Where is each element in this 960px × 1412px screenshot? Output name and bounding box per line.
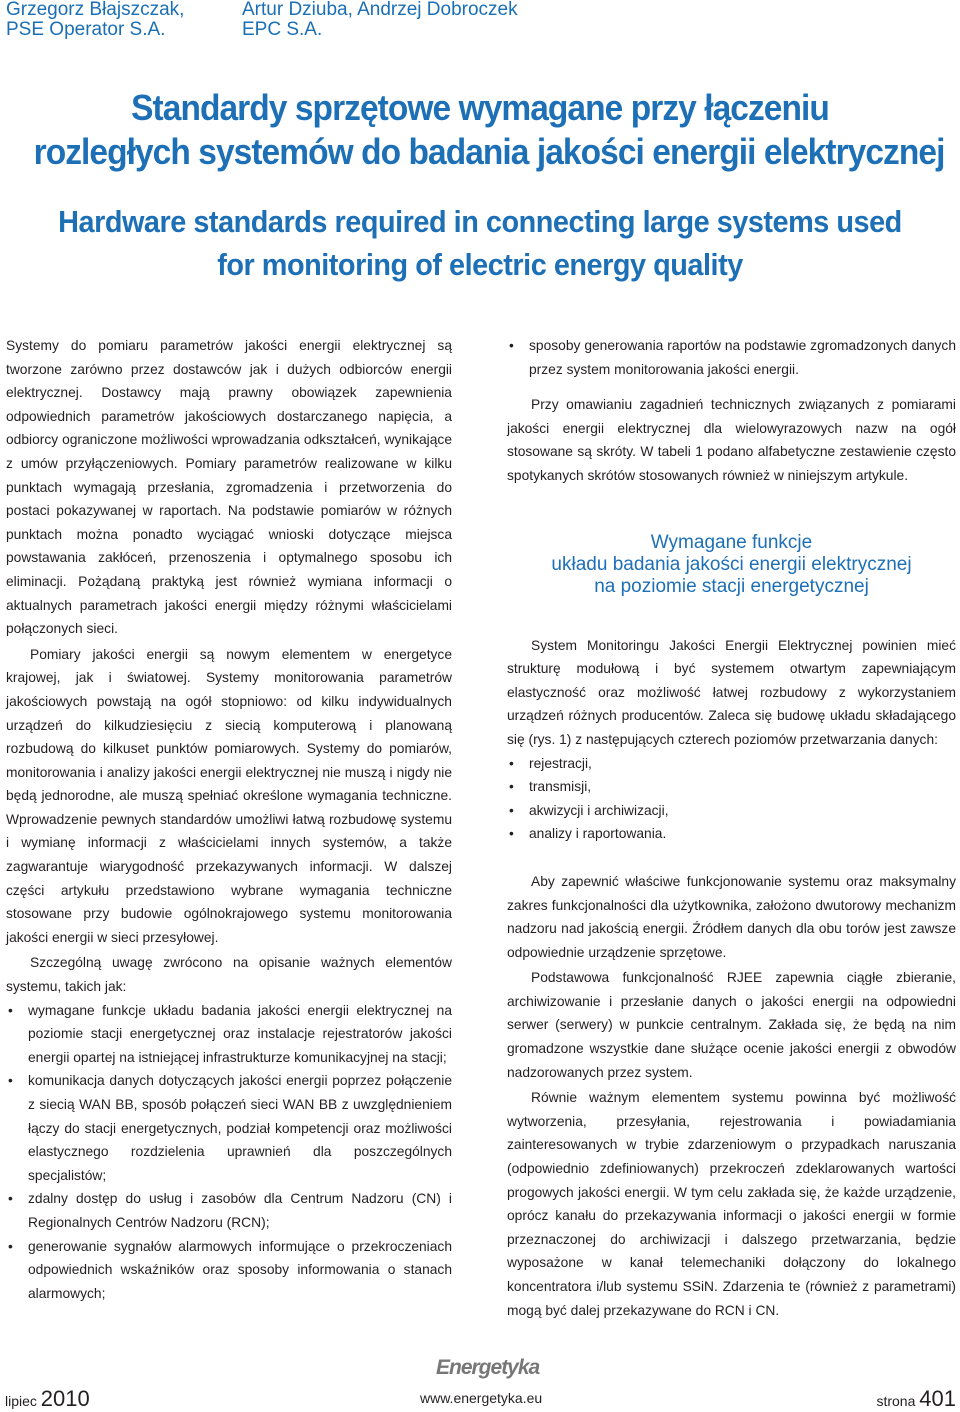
footer-page [876,1386,956,1412]
list-item: • sposoby generowania raportów na podstawie zgromadzonych danych przez system monitorowania jakości energii. [507,334,956,381]
title-english [34,200,927,286]
section-heading-line: na poziomie stacji energetycznej [594,575,869,597]
paragraph: System Monitoringu Jakości Energii Elektrycznej powinien mieć strukturę modułową i być systemem otwartym zapewniającym elastyczność oraz możliwość łatwej rozbudowy z wykorzystaniem urządzeń różnych producentów. Zaleca się budowę układu składającego się (rys. 1) z następujących czterech poziomów przetwarzania danych: [507,637,956,747]
energetyka-logo: Energetyka [436,1356,540,1379]
paragraph: Systemy do pomiaru parametrów jakości energii elektrycznej są tworzone zarówno przez dostawców jak i dużych odbiorców energii elektrycznej. Dostawcy mają prawny obowiązek zapewnienia odpowiednich parametrów jakościowych dostarczanego napięcia, a odbiorcy ograniczone możliwości wprowadzania odkształceń, wynikające z umów przyłączeniowych. Pomiary parametrów realizowane w kilku punktach wymagają przesłania, zgromadzenia i przetworzenia do postaci pokazywanej w raportach. Na podstawie pomiarów w różnych punktach można ponadto wyciągać wnioski dotyczące miejsca powstawania zakłóceń, przenoszenia i optymalnego sposobu ich eliminacji. Pożądaną praktyką jest również wymiana informacji o aktualnych parametrach jakości energii między różnymi właścicielami połączonych sieci. [6,338,452,637]
author-block-2 [242,0,518,39]
list-item: • zdalny dostęp do usług i zasobów dla Centrum Nadzoru (CN) i Regionalnych Centrów Nadzoru (RCN); [6,1187,452,1234]
list-item: • generowanie sygnałów alarmowych informujące o przekroczeniach odpowiednich wskaźników oraz sposoby informowania o stanach alarmowych; [6,1235,452,1306]
left-column [6,334,452,1305]
section-heading-line: Wymagane funkcje [650,531,813,553]
paragraph: Równie ważnym elementem systemu powinna być możliwość wytworzenia, przesyłania, rejestrowania i powiadamiania zainteresowanych w trybie zdarzeniowym o przypadkach naruszania (odpowiednio zdefiniowanych) przekroczeń zdeklarowanych wartości progowych jakości energii. W tym celu zakłada się, że każde urządzenie, oprócz kanału do przekazywania informacji o jakości energii w formie przeznaczonej do archiwizacji i dalszego przetwarzania, będzie wyposażone w kanał telemechaniki dołączony do lokalnego koncentratora i/lub systemu SSiN. Zdarzenia te (również z parametrami) mogą być dalej przekazywane do RCN i CN. [507,1090,956,1318]
page-number: 401 [919,1386,956,1411]
levels-list [507,752,956,846]
paragraph: Przy omawianiu zagadnień technicznych związanych z pomiarami jakości energii elektrycznej dla wielowyrazowych nazw na ogół stosowane są skróty. W tabeli 1 podano alfabetyczne zestawienie często spotykanych skrótów stosowanych również w niniejszym artykule. [507,397,956,483]
bullet-list [507,334,956,381]
title-english-line: for monitoring of electric energy quality [217,247,743,282]
title-polish-line: Standardy sprzętowe wymagane przy łączeniu [131,87,829,128]
section-heading [507,532,956,598]
bullet-list [6,999,452,1306]
paragraph: Pomiary jakości energii są nowym elementem w energetyce krajowej, jak i światowej. Systemy monitorowania parametrów jakościowych powstają na ogół stopniowo: od kilku indywidualnych urządzeń do kilkudziesięciu z siecią komputerową i planowaną rozbudową do kilkuset punktów pomiarowych. Systemy do pomiarów, monitorowania i analizy jakości energii elektrycznej nie muszą i nigdy nie będą jednorodne, ale muszą spełniać określone wymagania techniczne. Wprowadzenie pewnych standardów umożliwi łatwą rozbudowę systemu i wymianę informacji z właścicielami innych systemów, a także zagwarantuje wiarygodność przekazywanych informacji. W dalszej części artykułu przedstawiono wybrane wymagania techniczne stosowane przy budowie ogólnokrajowego systemu monitorowania jakości energii w sieci przesyłowej. [6,646,452,945]
title-polish-line: rozległych systemów do badania jakości energii elektrycznej [33,131,945,172]
paragraph: Podstawowa funkcjonalność RJEE zapewnia ciągłe zbieranie, archiwizowanie i przesłanie danych o jakości energii na odpowiedni serwer (serwery) w punkcie centralnym. Zakłada się, że będą na nim gromadzone wszystkie dane służące ocenie jakości energii z obwodów nadzorowanych przez system. [507,970,956,1080]
author-block-1 [6,0,184,39]
list-item: • analizy i raportowania. [507,822,956,846]
paragraph: Szczególną uwagę zwrócono na opisanie ważnych elementów systemu, takich jak: [6,955,452,995]
title-polish [33,86,945,174]
footer-month: lipiec [5,1393,37,1409]
footer-page-label: strona [876,1393,916,1409]
footer-year: 2010 [40,1386,90,1411]
list-item: • transmisji, [507,775,956,799]
list-item: • akwizycji i archiwizacji, [507,799,956,823]
footer-date [5,1386,90,1412]
author-names: Artur Dziuba, Andrzej Dobroczek [242,0,518,20]
author-organization: PSE Operator S.A. [6,19,166,40]
paragraph: Aby zapewnić właściwe funkcjonowanie systemu oraz maksymalny zakres funkcjonalności dla użytkownika, założono dwutorowy mechanizm nadzoru nad jakością energii. Źródłem danych dla obu torów jest zawsze odpowiednie urządzenie sprzętowe. [507,873,956,960]
list-item: • rejestracji, [507,752,956,776]
section-heading-line: układu badania jakości energii elektrycznej [551,553,912,575]
author-organization: EPC S.A. [242,19,323,40]
title-english-line: Hardware standards required in connecting large systems used [58,204,902,239]
author-names: Grzegorz Błajszczak, [6,0,185,20]
list-item: • wymagane funkcje układu badania jakości energii elektrycznej na poziomie stacji energetycznej oraz instalacje rejestratorów jakości energii opartej na istniejącej infrastrukturze komunikacyjnej na stacji; [6,999,452,1070]
footer-url[interactable]: www.energetyka.eu [420,1390,543,1406]
list-item: • komunikacja danych dotyczących jakości energii poprzez połączenie z siecią WAN BB, sposób połączeń sieci WAN BB z uwzględnieniem łączy do stacji energetycznych, podział kompetencji oraz możliwości elastycznego rozdzielenia uprawnień dla poszczególnych specjalistów; [6,1069,452,1187]
right-column [507,334,956,1322]
